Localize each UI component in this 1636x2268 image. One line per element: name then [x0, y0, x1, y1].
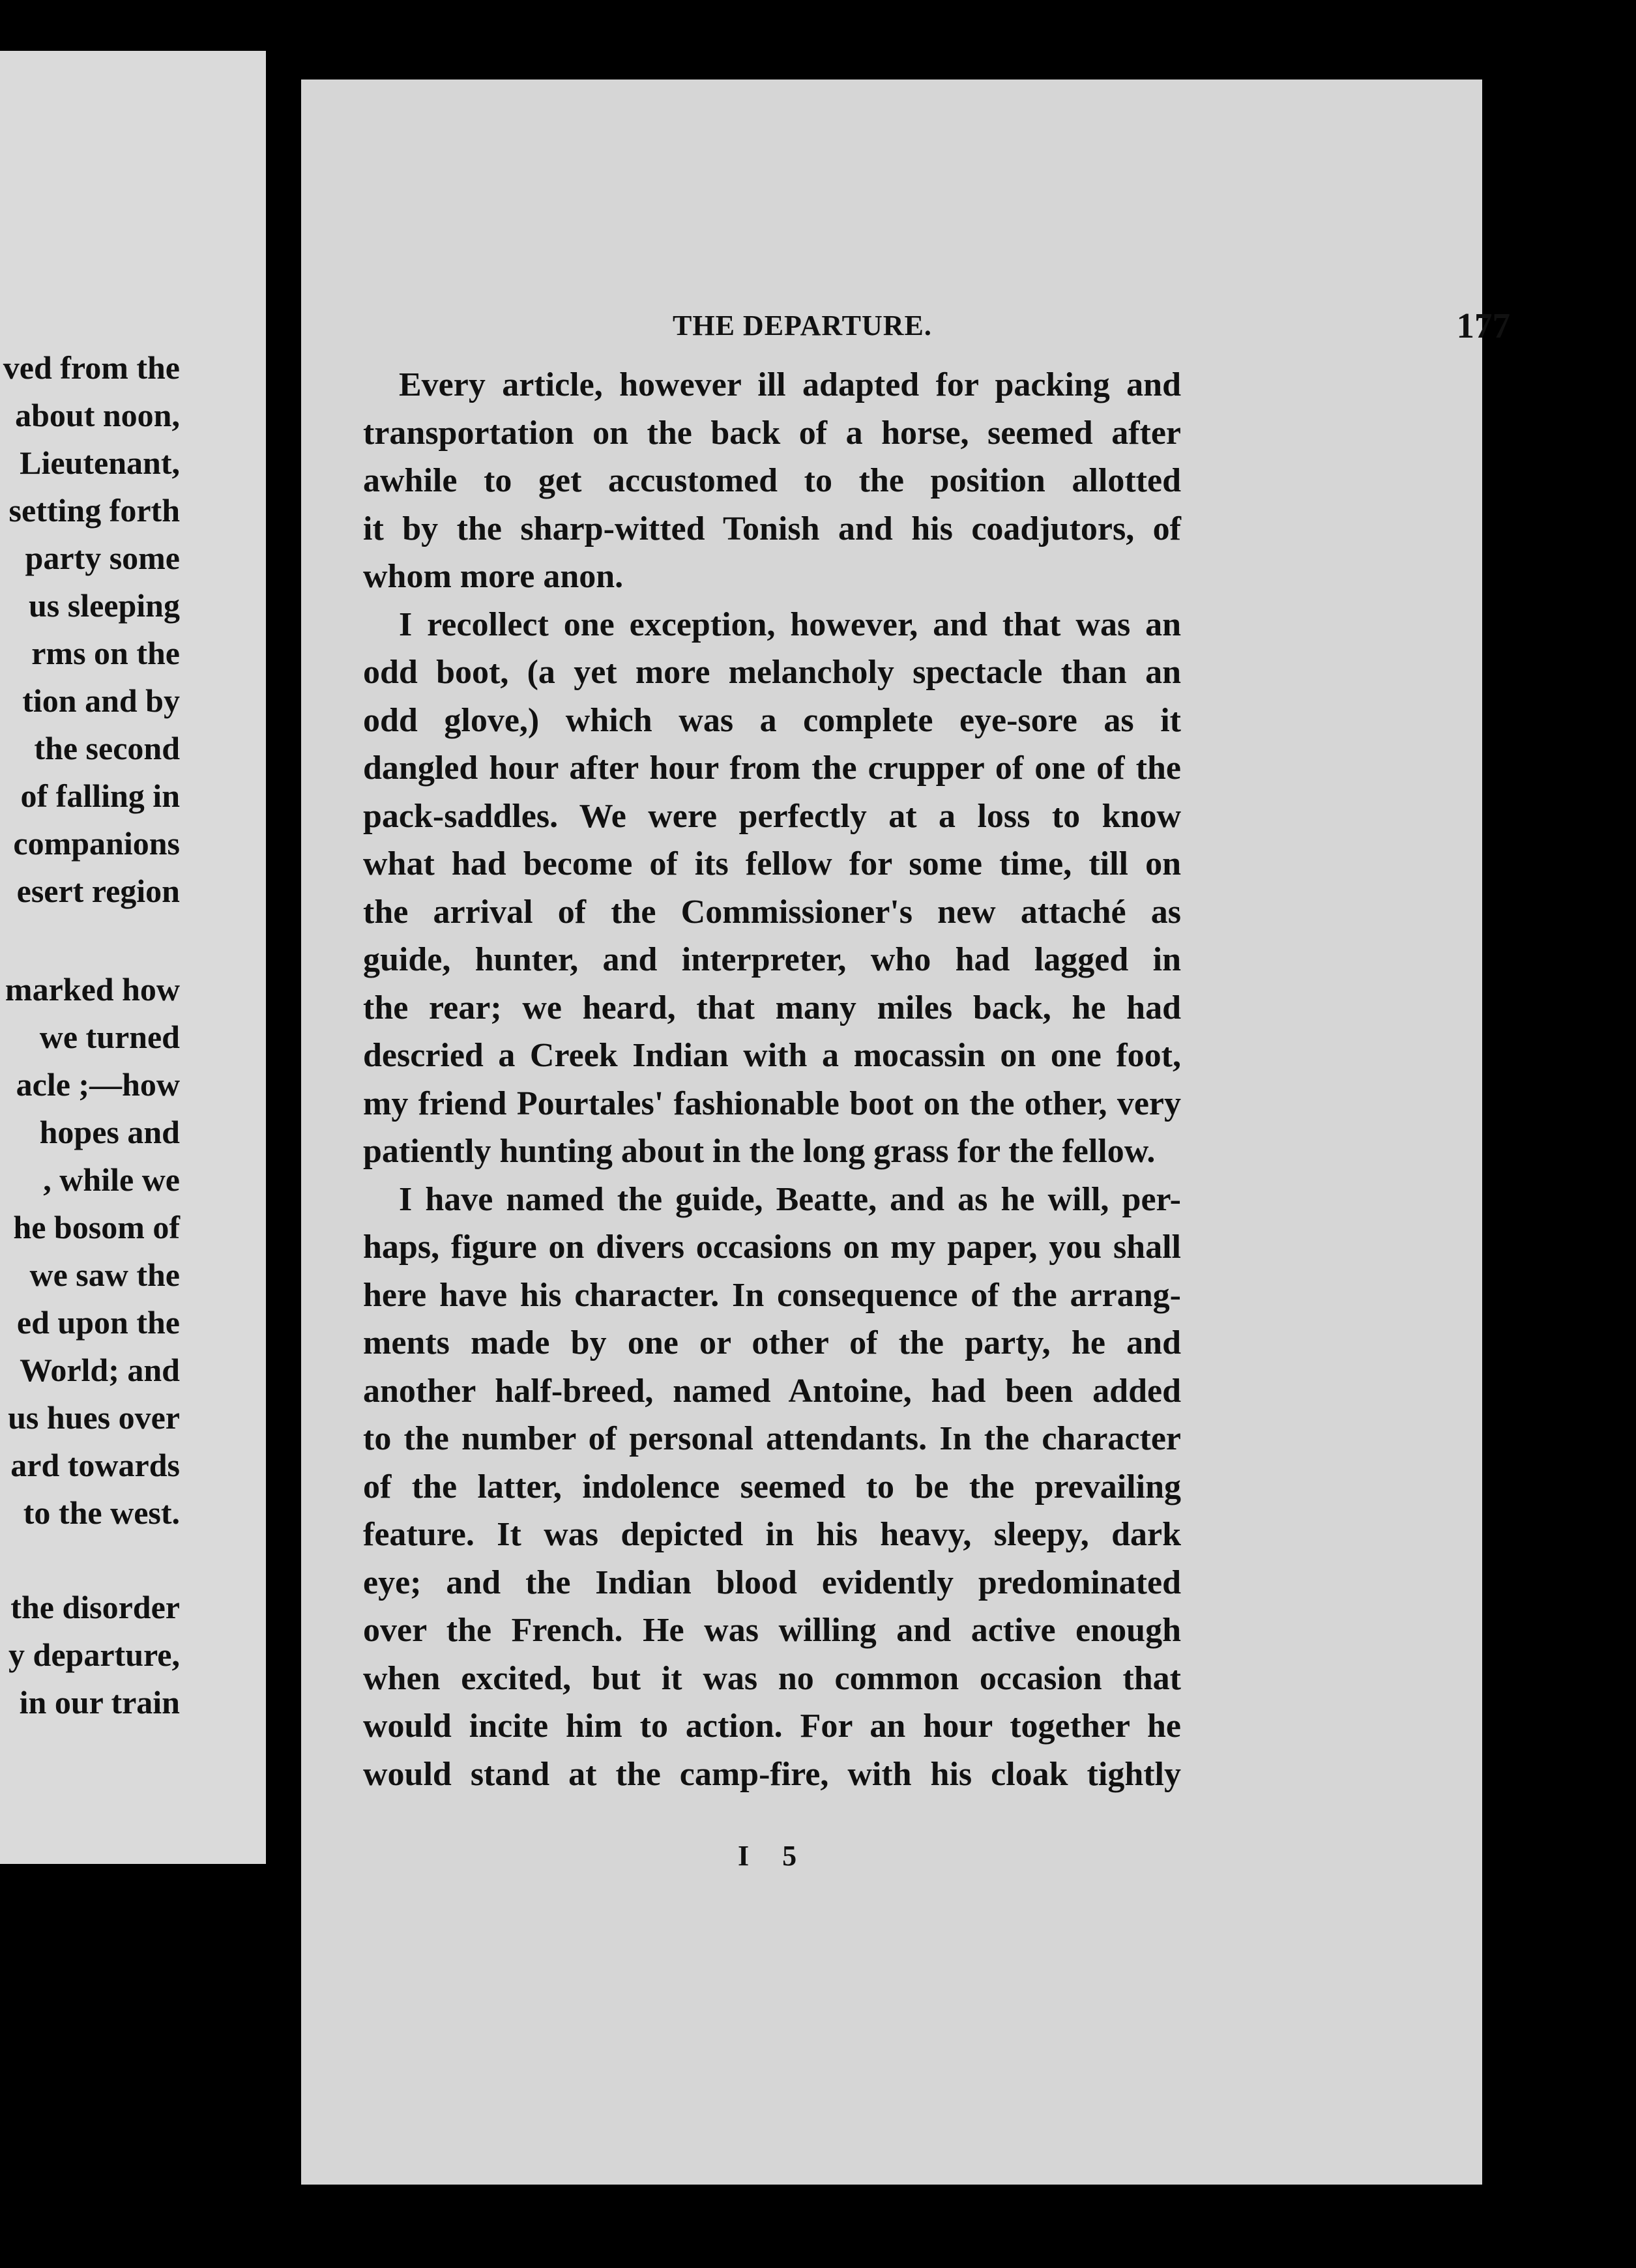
facing-line: about noon,	[15, 397, 180, 433]
running-title: THE DEPARTURE.	[673, 310, 932, 342]
facing-line: rms on the	[31, 635, 180, 671]
text-line: eye; and the Indian blood evidently predominated	[363, 1563, 1181, 1601]
facing-line: Lieutenant,	[20, 444, 180, 481]
book-page	[301, 80, 1510, 2185]
text-line: ments made by one or other of the party, he and	[363, 1324, 1181, 1361]
text-line: odd boot, (a yet more melancholy spectacle than an	[363, 654, 1181, 691]
text-line: another half-breed, named Antoine, had been added	[363, 1372, 1181, 1410]
text-line: when excited, but it was no common occasion that	[363, 1659, 1181, 1697]
text-line: it by the sharp-witted Tonish and his coadjutors, of	[363, 510, 1181, 547]
facing-line: esert region	[16, 873, 180, 909]
text-line: my friend Pourtales' fashionable boot on the other, very	[363, 1084, 1181, 1122]
signature-mark: I 5	[738, 1840, 810, 1872]
facing-line: companions	[13, 825, 180, 862]
text-line: haps, figure on divers occasions on my paper, you shall	[363, 1228, 1181, 1266]
facing-page-text	[0, 344, 180, 1726]
facing-line: we turned	[39, 1019, 180, 1055]
facing-line: World; and	[20, 1352, 180, 1388]
facing-page-fragment	[0, 51, 266, 1864]
text-line: to the number of personal attendants. In the character	[363, 1420, 1181, 1457]
text-line: would incite him to action. For an hour together he	[363, 1708, 1181, 1745]
facing-line: ed upon the	[16, 1304, 180, 1341]
facing-line: to the west.	[23, 1494, 180, 1531]
paragraph-gap	[0, 1537, 180, 1584]
facing-line: the disorder	[10, 1589, 180, 1625]
text-line: would stand at the camp-fire, with his cloak tightly	[363, 1755, 1181, 1793]
facing-line: we saw the	[29, 1257, 180, 1293]
facing-line: party some	[25, 540, 180, 576]
facing-line: acle ;—how	[16, 1066, 180, 1103]
text-line: transportation on the back of a horse, seemed after	[363, 414, 1181, 452]
text-line: the rear; we heard, that many miles back, he had	[363, 989, 1181, 1026]
facing-line: hopes and	[39, 1114, 180, 1150]
text-line: here have his character. In consequence of the arrang-	[363, 1276, 1181, 1314]
text-line: I have named the guide, Beatte, and as he will, per-	[399, 1180, 1181, 1218]
facing-line: y departure,	[8, 1636, 180, 1673]
facing-line: us hues over	[8, 1399, 180, 1436]
running-head	[673, 306, 1510, 355]
paragraph-gap	[0, 915, 180, 966]
text-line: what had become of its fellow for some time, till on	[363, 845, 1181, 882]
facing-line: , while we	[43, 1161, 180, 1198]
text-line: feature. It was depicted in his heavy, sleepy, dark	[363, 1516, 1181, 1553]
text-line: I recollect one exception, however, and that was an	[399, 605, 1181, 643]
facing-line: ved from the	[3, 349, 180, 386]
page-body	[363, 361, 1181, 1798]
text-line: odd glove,) which was a complete eye-sore as it	[363, 701, 1181, 739]
facing-line: tion and by	[22, 682, 180, 719]
facing-line: ard towards	[10, 1447, 180, 1483]
text-line: the arrival of the Commissioner's new attaché as	[363, 893, 1181, 931]
text-line: of the latter, indolence seemed to be the prevailing	[363, 1468, 1181, 1505]
text-line: whom more anon.	[363, 558, 624, 595]
facing-line: us sleeping	[28, 587, 180, 624]
facing-line: the second	[34, 730, 180, 766]
page-number: 177	[1456, 306, 1510, 345]
text-line: guide, hunter, and interpreter, who had lagged in	[363, 941, 1181, 978]
facing-line: setting forth	[8, 492, 180, 529]
facing-line: in our train	[19, 1684, 180, 1721]
facing-line: of falling in	[20, 778, 180, 814]
text-line: patiently hunting about in the long grass for the fellow.	[363, 1133, 1156, 1170]
text-line: over the French. He was willing and active enough	[363, 1612, 1181, 1649]
facing-line: marked how	[5, 971, 180, 1008]
text-line: Every article, however ill adapted for packing and	[399, 366, 1181, 403]
facing-line: he bosom of	[13, 1209, 180, 1245]
text-line: dangled hour after hour from the crupper of one of the	[363, 749, 1181, 787]
text-line: descried a Creek Indian with a mocassin on one foot,	[363, 1037, 1181, 1074]
text-line: awhile to get accustomed to the position allotted	[363, 462, 1181, 499]
text-line: pack-saddles. We were perfectly at a loss to know	[363, 797, 1181, 835]
